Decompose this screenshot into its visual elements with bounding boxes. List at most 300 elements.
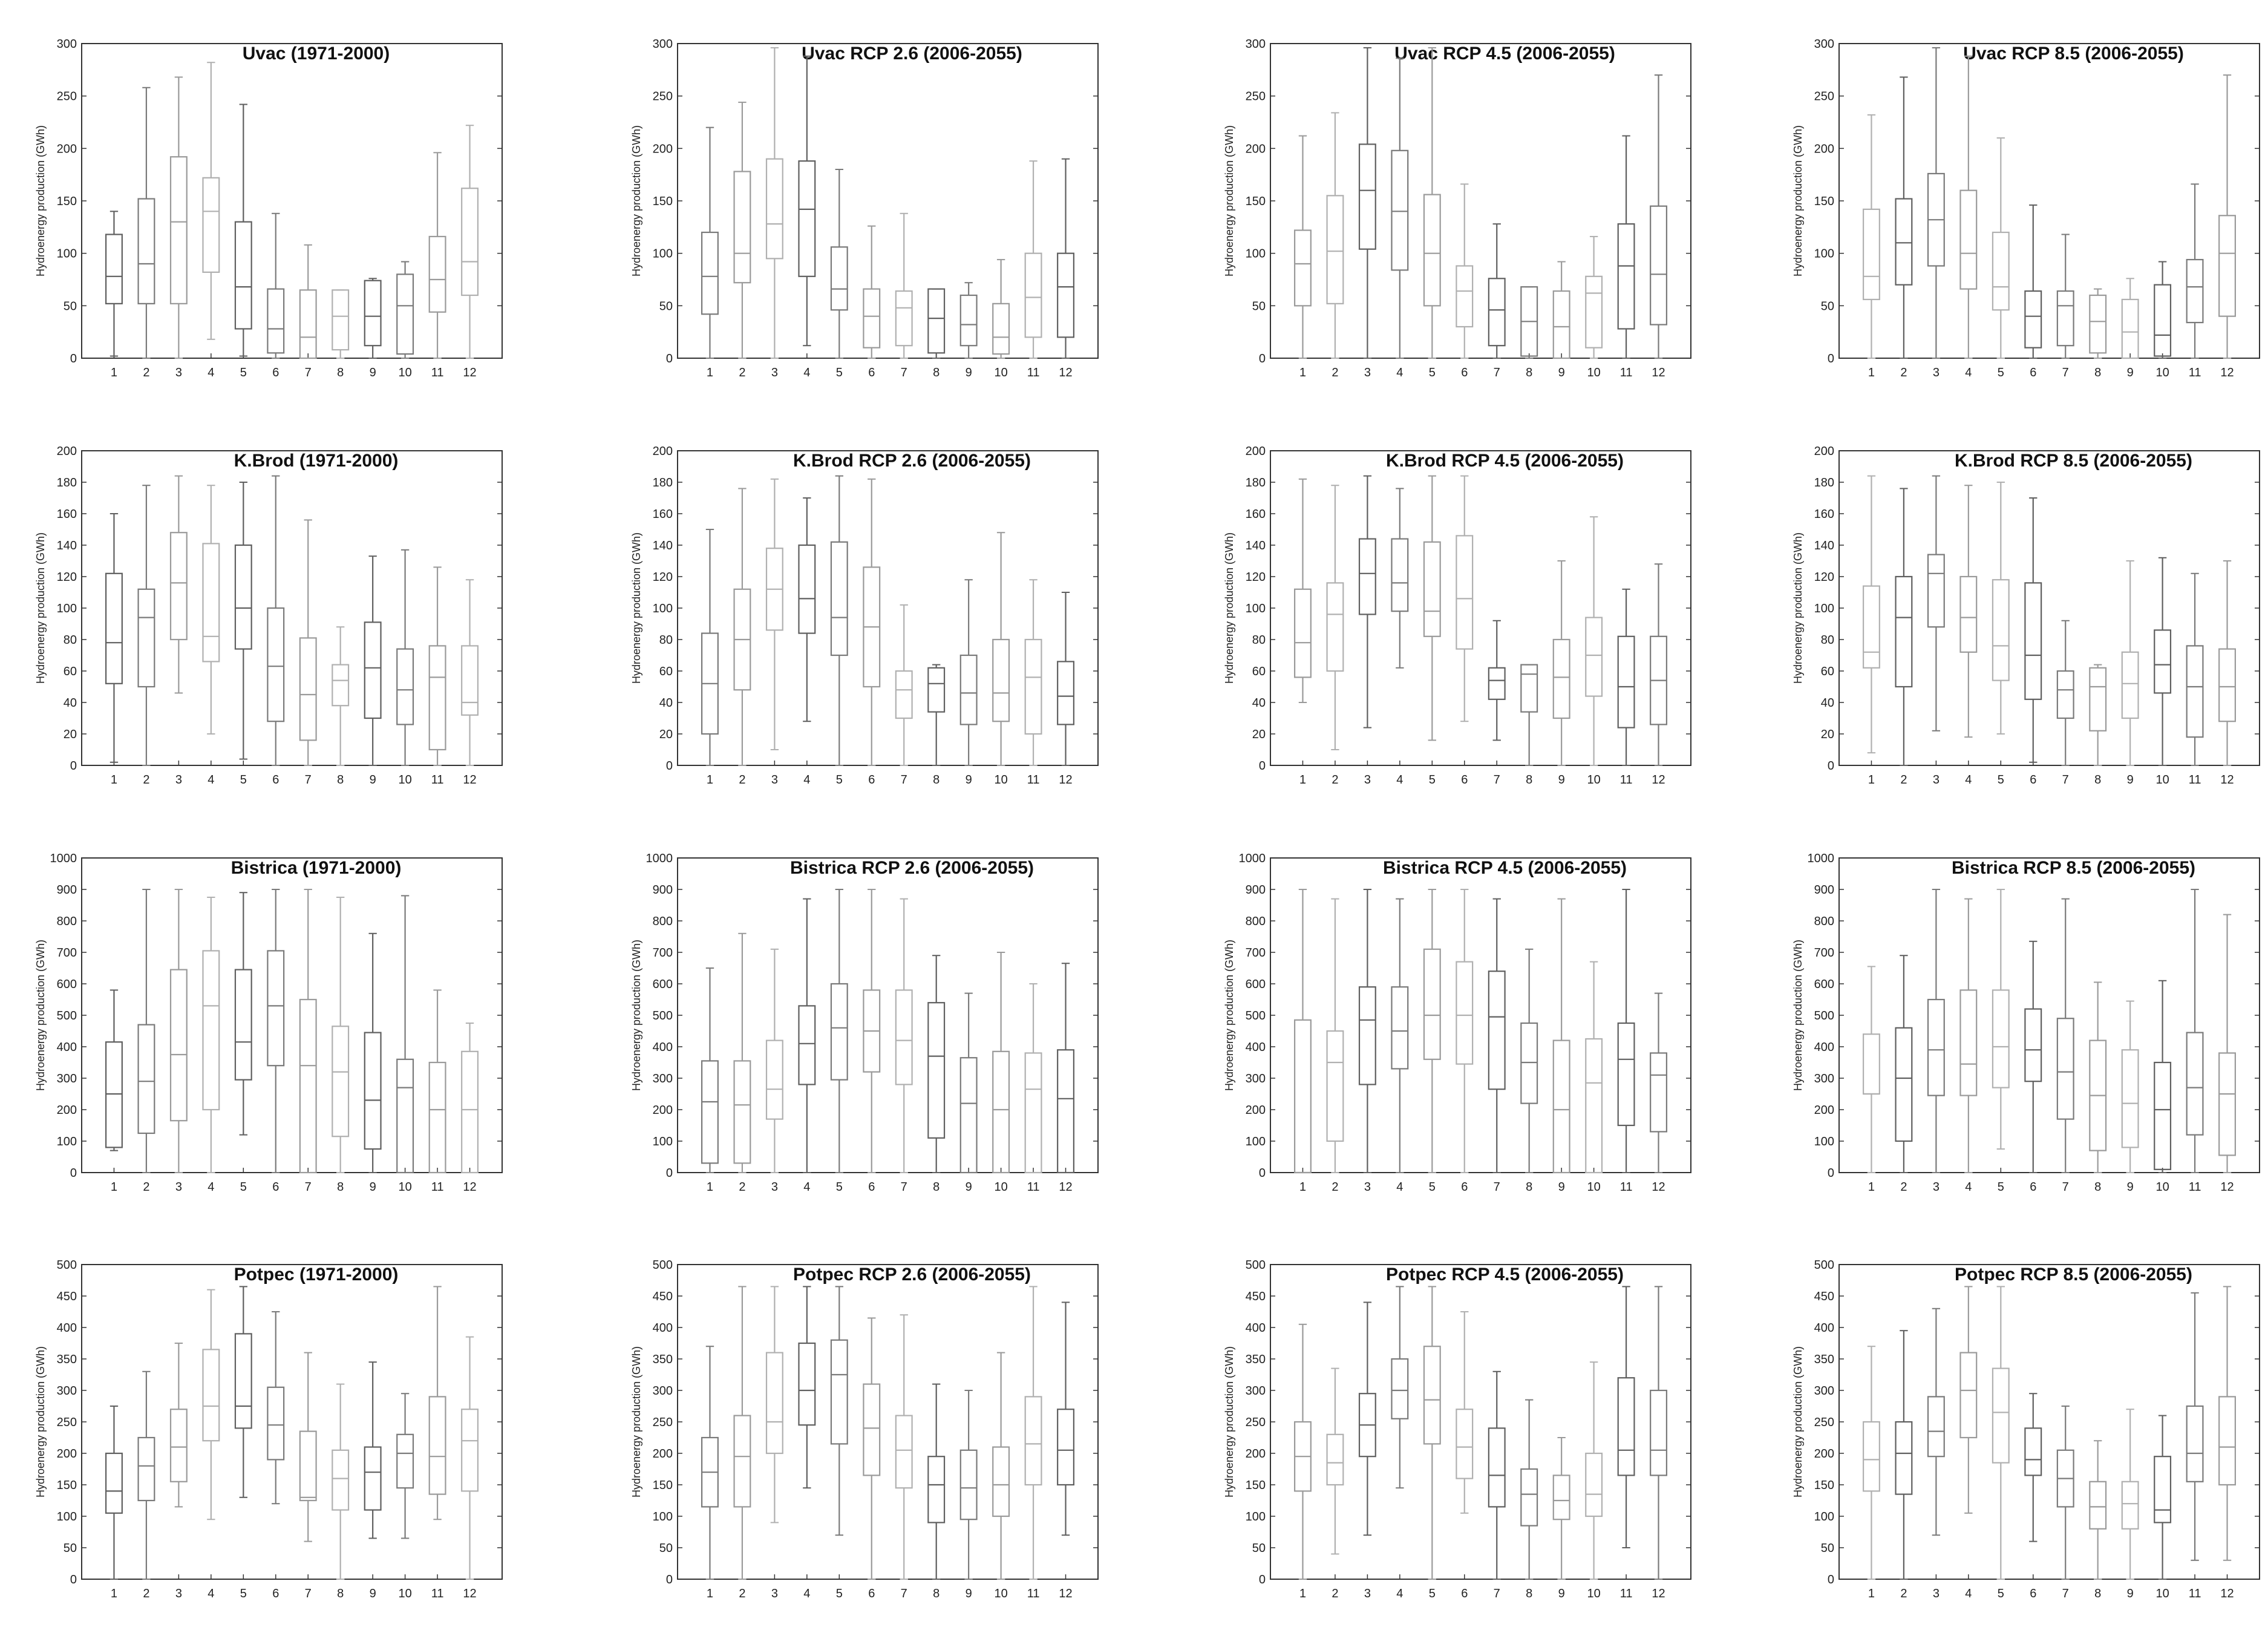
y-tick-label: 50 [63,1542,77,1555]
box-7 [896,605,912,765]
x-tick-label: 2 [1900,1587,1907,1600]
box-iqr [1521,665,1537,712]
chart-panel [34,1259,502,1600]
box-iqr [1993,232,2009,310]
x-tick-label: 2 [1332,1180,1339,1194]
box-iqr [1025,1396,1042,1485]
box-iqr [766,1041,783,1119]
box-8 [2090,1441,2106,1579]
x-tick-label: 7 [2062,773,2069,787]
box-iqr [300,638,316,740]
box-iqr [106,1042,122,1147]
box-iqr [928,289,944,353]
box-7 [2057,899,2074,1173]
box-2 [139,88,155,358]
box-iqr [365,281,381,345]
x-tick-label: 6 [272,366,279,379]
x-tick-label: 12 [1652,366,1665,379]
y-tick-label: 0 [1827,759,1834,773]
y-tick-label: 1000 [1238,852,1266,865]
x-tick-label: 6 [1461,1587,1468,1600]
box-12 [462,125,478,358]
chart-title: Uvac (1971-2000) [242,44,390,64]
x-tick-label: 5 [1997,773,2004,787]
box-4 [1960,899,1976,1173]
y-tick-label: 400 [56,1321,77,1335]
x-tick-label: 8 [337,1587,344,1600]
y-tick-label: 300 [1245,1384,1266,1398]
x-tick-label: 10 [398,773,412,787]
y-tick-label: 120 [1245,571,1266,584]
box-iqr [1295,231,1311,306]
box-iqr [1650,1390,1667,1475]
box-5 [1424,1286,1440,1579]
box-9 [2122,1409,2139,1579]
box-5 [235,1286,252,1497]
box-10 [2154,1416,2171,1579]
box-12 [2219,561,2235,765]
y-tick-label: 200 [652,1104,673,1117]
box-iqr [928,1003,944,1138]
x-tick-label: 12 [463,1180,477,1194]
box-4 [1391,899,1408,1173]
x-tick-label: 1 [1299,1180,1307,1194]
x-tick-label: 3 [175,1180,182,1194]
y-tick-label: 150 [1245,1479,1266,1492]
box-iqr [799,1343,815,1425]
y-tick-label: 200 [56,445,77,458]
box-iqr [1057,1409,1074,1485]
y-tick-label: 150 [1245,195,1266,208]
x-tick-label: 8 [1526,1180,1533,1194]
box-iqr [1295,589,1311,678]
box-2 [139,1372,155,1579]
y-tick-label: 200 [1245,142,1266,156]
box-6 [1456,1312,1472,1513]
box-iqr [1489,668,1505,699]
y-tick-label: 400 [652,1321,673,1335]
box-iqr [734,171,751,283]
x-tick-label: 5 [835,366,843,379]
box-iqr [1993,990,2009,1087]
x-tick-label: 6 [272,1180,279,1194]
x-tick-label: 6 [272,1587,279,1600]
box-8 [928,1384,944,1579]
x-tick-label: 10 [2155,366,2169,379]
x-tick-label: 1 [1868,773,1875,787]
box-12 [1650,75,1667,358]
y-tick-label: 1000 [50,852,77,865]
box-11 [2187,184,2203,358]
chart-title: Uvac RCP 8.5 (2006-2055) [1963,44,2184,64]
box-4 [1960,56,1976,358]
x-tick-label: 5 [1428,1180,1436,1194]
box-iqr [1327,1435,1344,1485]
x-tick-label: 5 [240,366,247,379]
x-tick-label: 6 [2030,773,2037,787]
y-tick-label: 350 [1814,1353,1834,1366]
box-7 [1489,899,1505,1173]
x-tick-label: 10 [398,1587,412,1600]
y-tick-label: 500 [1245,1259,1266,1272]
x-tick-label: 3 [1364,773,1371,787]
box-iqr [766,159,783,259]
y-tick-label: 500 [652,1259,673,1272]
box-1 [106,514,122,762]
box-7 [1489,621,1505,741]
box-8 [332,290,348,358]
x-tick-label: 10 [398,366,412,379]
x-tick-label: 4 [208,773,215,787]
box-8 [928,955,944,1173]
y-axis-label: Hydroenergy production (GWh) [34,125,47,277]
box-3 [1359,476,1376,728]
box-4 [799,899,815,1173]
box-iqr [2154,630,2171,693]
x-tick-label: 9 [369,366,376,379]
box-iqr [267,289,284,353]
chart-title: K.Brod RCP 2.6 (2006-2055) [793,451,1031,471]
box-2 [734,934,751,1173]
y-tick-label: 100 [652,1510,673,1524]
x-tick-label: 9 [1558,1180,1565,1194]
chart-panel [1792,852,2260,1194]
y-axis-label: Hydroenergy production (GWh) [1792,125,1804,277]
plot-frame [678,1265,1098,1579]
x-tick-label: 5 [1997,366,2004,379]
box-6 [2025,1393,2041,1541]
chart-title: Uvac RCP 4.5 (2006-2055) [1394,44,1615,64]
x-tick-label: 4 [1396,366,1404,379]
x-tick-label: 1 [1299,773,1307,787]
x-tick-label: 8 [933,366,940,379]
x-tick-label: 7 [304,366,312,379]
x-tick-label: 8 [933,1587,940,1600]
chart-panel [1792,38,2260,379]
box-iqr [1456,266,1472,327]
y-tick-label: 300 [652,38,673,51]
box-1 [1863,1346,1880,1579]
y-tick-label: 500 [56,1259,77,1272]
x-tick-label: 11 [2188,366,2201,379]
y-tick-label: 120 [652,571,673,584]
box-iqr [2025,583,2041,699]
box-11 [430,152,446,358]
box-iqr [365,1447,381,1510]
y-tick-label: 100 [1245,602,1266,615]
x-tick-label: 6 [2030,366,2037,379]
y-tick-label: 300 [1245,38,1266,51]
x-tick-label: 3 [175,773,182,787]
x-tick-label: 10 [1587,366,1601,379]
box-iqr [2219,215,2235,316]
box-iqr [831,542,848,655]
box-iqr [139,1438,155,1501]
box-iqr [139,199,155,304]
x-tick-label: 12 [1059,366,1073,379]
box-6 [1456,184,1472,358]
y-tick-label: 500 [1814,1259,1834,1272]
box-iqr [961,1058,977,1173]
box-10 [397,550,413,765]
box-3 [1359,889,1376,1173]
box-1 [106,211,122,356]
box-12 [462,580,478,765]
x-tick-label: 3 [175,366,182,379]
box-9 [2122,1001,2139,1173]
box-5 [831,1286,848,1535]
x-tick-label: 2 [739,366,746,379]
box-5 [1993,889,2009,1149]
y-tick-label: 250 [1245,90,1266,103]
box-7 [1489,224,1505,358]
y-tick-label: 800 [652,915,673,928]
x-tick-label: 12 [1059,773,1073,787]
y-tick-label: 250 [56,90,77,103]
box-iqr [1424,542,1440,637]
box-iqr [1057,1050,1074,1173]
box-12 [1650,564,1667,765]
box-9 [961,580,977,765]
x-tick-label: 1 [1868,366,1875,379]
box-1 [106,1406,122,1579]
y-tick-label: 150 [1814,195,1834,208]
y-tick-label: 0 [665,1573,673,1586]
box-iqr [332,290,348,350]
plot-frame [82,858,502,1173]
box-11 [1618,136,1635,358]
box-5 [235,482,252,759]
x-tick-label: 2 [1900,1180,1907,1194]
box-6 [863,1318,880,1579]
box-9 [365,278,381,358]
box-iqr [1586,1039,1602,1173]
box-2 [139,889,155,1173]
box-iqr [799,545,815,633]
x-tick-label: 12 [1059,1587,1073,1600]
box-12 [1650,1286,1667,1579]
box-iqr [2090,1482,2106,1529]
box-6 [267,889,284,1173]
box-iqr [397,1435,413,1488]
box-iqr [2122,1482,2139,1529]
box-iqr [1489,278,1505,345]
y-tick-label: 100 [56,1135,77,1148]
box-7 [1489,1372,1505,1579]
box-iqr [106,574,122,684]
y-tick-label: 500 [1814,1009,1834,1023]
box-1 [702,968,718,1173]
y-axis-label: Hydroenergy production (GWh) [1792,1346,1804,1498]
box-9 [1554,899,1570,1173]
box-4 [203,1290,219,1520]
box-11 [1618,589,1635,765]
x-tick-label: 7 [1493,366,1500,379]
x-tick-label: 2 [143,773,150,787]
y-tick-label: 100 [56,247,77,261]
box-1 [1295,479,1311,702]
x-tick-label: 1 [110,1587,118,1600]
box-iqr [2187,260,2203,322]
plot-frame [82,44,502,358]
y-tick-label: 20 [1252,728,1266,741]
x-tick-label: 10 [1587,1180,1601,1194]
y-tick-label: 0 [1827,1167,1834,1180]
box-iqr [365,1033,381,1149]
y-tick-label: 200 [56,1104,77,1117]
box-iqr [171,157,187,304]
y-tick-label: 150 [1814,1479,1834,1492]
y-tick-label: 300 [56,1384,77,1398]
y-tick-label: 0 [70,759,77,773]
plot-frame [82,451,502,765]
y-tick-label: 1000 [1807,852,1834,865]
box-1 [1295,1324,1311,1579]
x-tick-label: 4 [803,773,811,787]
box-iqr [1928,555,1944,627]
x-tick-label: 4 [208,1587,215,1600]
y-tick-label: 160 [1814,508,1834,521]
x-tick-label: 2 [143,366,150,379]
y-tick-label: 80 [63,633,77,647]
y-tick-label: 400 [1814,1041,1834,1054]
y-tick-label: 300 [652,1384,673,1398]
chart-title: Uvac RCP 2.6 (2006-2055) [802,44,1022,64]
y-tick-label: 100 [1245,247,1266,261]
y-tick-label: 400 [1814,1321,1834,1335]
box-4 [799,56,815,345]
y-tick-label: 500 [1245,1009,1266,1023]
box-7 [300,520,316,765]
y-tick-label: 160 [56,508,77,521]
box-12 [1057,963,1074,1173]
y-tick-label: 50 [1252,299,1266,313]
plot-frame [678,44,1098,358]
x-tick-label: 11 [431,773,444,787]
box-iqr [1618,637,1635,728]
box-iqr [1618,224,1635,329]
x-tick-label: 3 [1932,366,1940,379]
box-12 [1057,1302,1074,1535]
x-tick-label: 3 [175,1587,182,1600]
box-iqr [1896,199,1912,285]
x-tick-label: 4 [1965,366,1972,379]
box-1 [1295,136,1311,358]
x-tick-label: 10 [2155,1180,2169,1194]
box-5 [1424,48,1440,358]
y-tick-label: 250 [1245,1416,1266,1429]
x-tick-label: 1 [1868,1587,1875,1600]
x-tick-label: 7 [1493,1587,1500,1600]
box-5 [235,105,252,356]
x-tick-label: 7 [304,1180,312,1194]
chart-title: K.Brod (1971-2000) [234,451,399,471]
box-iqr [1521,1023,1537,1104]
chart-title: K.Brod RCP 4.5 (2006-2055) [1386,451,1624,471]
box-iqr [2090,295,2106,353]
x-tick-label: 3 [771,1587,778,1600]
x-tick-label: 6 [2030,1180,2037,1194]
x-tick-label: 11 [1619,1587,1633,1600]
x-tick-label: 9 [1558,773,1565,787]
box-2 [1896,1331,1912,1579]
x-tick-label: 3 [1364,1180,1371,1194]
box-iqr [799,161,815,277]
box-iqr [332,665,348,706]
x-tick-label: 9 [965,1587,972,1600]
y-tick-label: 250 [652,1416,673,1429]
box-iqr [1025,254,1042,338]
x-tick-label: 9 [965,773,972,787]
y-tick-label: 0 [665,1167,673,1180]
y-tick-label: 140 [56,539,77,552]
y-tick-label: 900 [652,883,673,897]
box-iqr [1960,1353,1976,1438]
box-iqr [1896,577,1912,687]
y-tick-label: 450 [652,1290,673,1303]
box-iqr [1391,539,1408,612]
box-9 [961,283,977,358]
x-tick-label: 5 [1428,366,1436,379]
y-axis-label: Hydroenergy production (GWh) [1792,532,1804,684]
y-tick-label: 300 [652,1072,673,1085]
x-tick-label: 8 [933,773,940,787]
x-tick-label: 2 [1332,366,1339,379]
y-tick-label: 140 [1814,539,1834,552]
x-tick-label: 10 [994,1587,1008,1600]
box-iqr [1025,1053,1042,1173]
box-11 [2187,889,2203,1173]
y-tick-label: 180 [56,476,77,489]
box-11 [430,1286,446,1519]
box-8 [2090,289,2106,358]
y-tick-label: 150 [652,195,673,208]
x-tick-label: 2 [1332,1587,1339,1600]
box-1 [702,1346,718,1579]
y-tick-label: 150 [652,1479,673,1492]
plot-frame [1839,44,2260,358]
x-tick-label: 10 [1587,773,1601,787]
x-tick-label: 4 [1965,1180,1972,1194]
box-8 [332,1384,348,1579]
x-tick-label: 11 [1027,773,1040,787]
box-iqr [734,1061,751,1163]
box-iqr [1586,1453,1602,1516]
y-tick-label: 0 [70,352,77,365]
y-tick-label: 900 [1245,883,1266,897]
x-tick-label: 3 [771,773,778,787]
box-12 [2219,75,2235,358]
y-tick-label: 200 [1814,1447,1834,1461]
y-tick-label: 700 [56,946,77,960]
x-tick-label: 1 [110,1180,118,1194]
box-7 [300,1353,316,1542]
box-4 [1391,58,1408,358]
y-tick-label: 200 [1814,445,1834,458]
box-iqr [702,1061,718,1163]
box-iqr [993,1052,1009,1173]
y-tick-label: 40 [1820,696,1834,710]
box-3 [1928,476,1944,731]
box-iqr [300,1000,316,1173]
box-iqr [734,1416,751,1507]
x-tick-label: 10 [1587,1587,1601,1600]
chart-panel [1223,852,1691,1194]
box-7 [2057,1406,2074,1579]
box-2 [734,102,751,358]
x-tick-label: 2 [1900,773,1907,787]
plot-frame [1839,858,2260,1173]
